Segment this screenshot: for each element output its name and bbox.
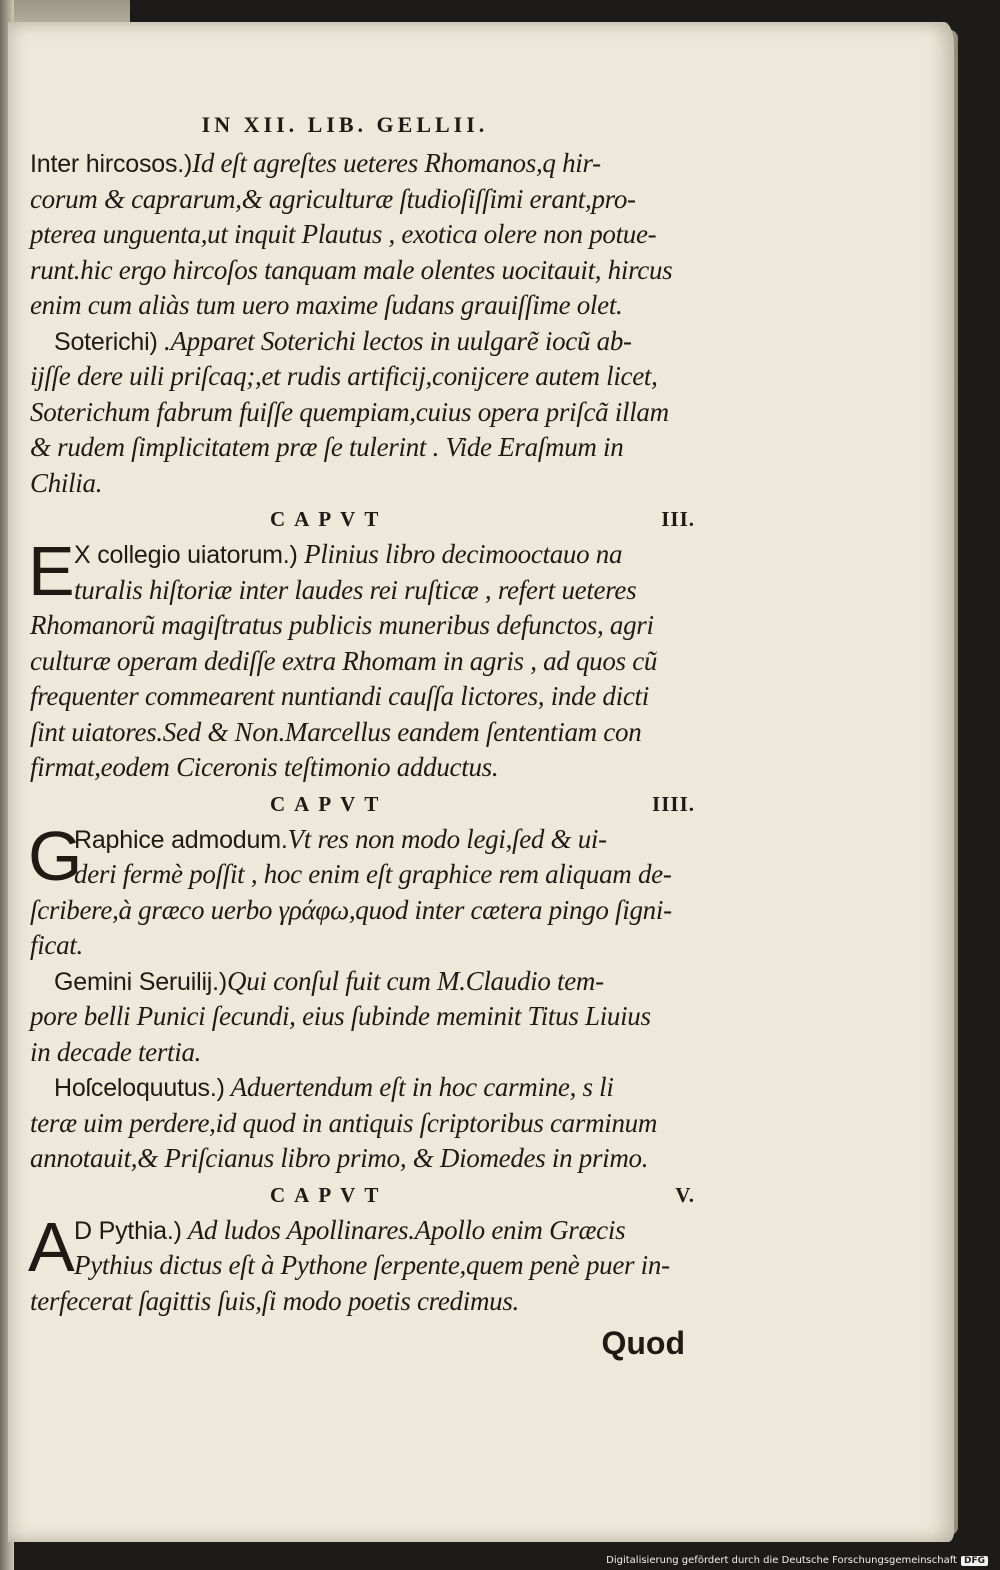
section — [30, 501, 695, 786]
lemma: X collegio uiatorum.) — [74, 541, 298, 569]
text-line — [30, 1070, 695, 1106]
line-text: Aduertendum eſt in hoc carmine, s li — [224, 1072, 614, 1102]
section — [30, 786, 695, 1177]
line-text: pore belli Punici ſecundi, eius ſubinde meminit Titus Liuius — [30, 1001, 651, 1031]
text-line — [30, 324, 695, 360]
sections-container — [30, 146, 695, 1319]
text-line — [30, 466, 695, 502]
caput-number: IIII. — [652, 791, 695, 816]
caput-label: CAPVT — [270, 507, 388, 531]
text-line — [30, 1284, 695, 1320]
text-line — [30, 608, 695, 644]
lemma: Raphice admodum. — [74, 825, 288, 854]
line-text: enim cum aliàs tum uero maxime ſudans grauiſſime olet. — [30, 290, 623, 320]
footer-text: Digitalisierung gefördert durch die Deutsche Forschungsgemeinschaft — [606, 1555, 957, 1566]
text-line — [30, 1035, 695, 1071]
drop-capital: G — [28, 816, 83, 895]
text-line — [30, 644, 695, 680]
text-line — [30, 1248, 695, 1284]
line-text: Soterichum fabrum fuiſſe quempiam,cuius opera priſcã illam — [30, 396, 669, 427]
lemma: Inter hircosos.) — [30, 150, 193, 178]
text-line — [30, 1106, 695, 1142]
caput-heading — [30, 501, 695, 537]
line-text: ſcribere,à græco uerbo γράφω,quod inter cætera pingo ſigni- — [30, 894, 672, 925]
text-line — [30, 750, 695, 786]
text-line — [30, 217, 695, 253]
line-text: Ad ludos Apollinares.Apollo enim Græcis — [181, 1214, 626, 1245]
line-text: & rudem ſimplicitatem præ ſe tulerint . Vide Eraſmum in — [30, 432, 624, 462]
line-text: terfecerat ſagittis ſuis,ſi modo poetis credimus. — [30, 1285, 520, 1316]
section — [30, 146, 695, 501]
line-text: culturæ operam dediſſe extra Rhomam in agris , ad quos cũ — [30, 645, 658, 676]
text-line — [30, 999, 695, 1035]
lemma: Gemini Seruilij.) — [54, 967, 228, 996]
caput-label: CAPVT — [270, 1182, 388, 1207]
line-text: corum & caprarum,& agriculturæ ſtudioſiſſimi erant,pro- — [30, 183, 636, 214]
text-line — [30, 573, 695, 609]
line-text: deri fermè poſſit , hoc enim eſt graphice rem aliquam de- — [74, 859, 672, 889]
running-head: IN XII. LIB. GELLII. — [201, 112, 489, 137]
lemma: Hoſceloquutus.) — [54, 1074, 225, 1102]
text-line — [30, 430, 695, 466]
text-line — [30, 146, 695, 182]
line-text: runt.hic ergo hircoſos tanquam male olentes uocitauit, hircus — [30, 254, 673, 285]
line-text: in decade tertia. — [30, 1036, 202, 1067]
text-line — [30, 893, 695, 929]
line-text: teræ uim perdere,id quod in antiquis ſcriptoribus carminum — [30, 1107, 658, 1138]
line-text: Plinius libro decimooctauo na — [297, 539, 623, 569]
lemma: Soterichi) — [54, 327, 158, 356]
line-text: Pythius dictus eſt à Pythone ſerpente,quem penè puer in- — [74, 1250, 670, 1280]
footer-credit — [606, 1555, 988, 1566]
caput-heading — [30, 786, 695, 822]
line-text: annotauit,& Priſcianus libro primo, & Diomedes in primo. — [30, 1143, 649, 1173]
caput-number: V. — [675, 1182, 695, 1207]
section — [30, 1177, 695, 1320]
text-line — [30, 395, 695, 431]
line-text: .Apparet Soterichi lectos in uulgarẽ iocũ ab- — [157, 325, 632, 356]
text-line — [30, 857, 695, 893]
text-line — [30, 715, 695, 751]
caput-heading — [30, 1177, 695, 1213]
line-text: ijſſe dere uili priſcaq;,et rudis artificij,conijcere autem licet, — [30, 361, 658, 391]
text-line — [30, 679, 695, 715]
text-line — [30, 964, 695, 1000]
caput-label: CAPVT — [270, 791, 388, 816]
drop-capital: E — [28, 532, 75, 610]
catchword: Quod — [601, 1325, 685, 1361]
drop-capital: A — [28, 1207, 75, 1286]
text-line — [30, 182, 695, 218]
text-line — [30, 253, 695, 289]
line-text: firmat,eodem Ciceronis teſtimonio adductus. — [30, 752, 499, 782]
text-line — [30, 1141, 695, 1177]
text-line — [30, 288, 695, 324]
line-text: Chilia. — [30, 467, 103, 498]
line-text: Vt res non modo legi,ſed & ui- — [287, 823, 607, 854]
line-text: turalis hiſtoriæ inter laudes rei ruſticæ , refert ueteres — [74, 574, 637, 605]
line-text: ſint uiatores.Sed & Non.Marcellus eandem ſententiam con — [30, 716, 642, 747]
caput-number: III. — [661, 507, 695, 531]
line-text: Rhomanorũ magiſtratus publicis muneribus defunctos, agri — [30, 610, 654, 640]
line-text: frequenter commearent nuntiandi cauſſa lictores, inde dicti — [30, 681, 649, 711]
text-line — [30, 359, 695, 395]
dfg-logo: DFG — [961, 1556, 988, 1566]
text-line — [30, 928, 695, 964]
page-text — [30, 108, 695, 1365]
lemma: D Pythia.) — [74, 1216, 182, 1245]
line-text: Qui conſul fuit cum M.Claudio tem- — [227, 965, 604, 996]
line-text: Id eſt agreſtes ueteres Rhomanos,q hir- — [192, 148, 601, 178]
line-text: pterea unguenta,ut inquit Plautus , exotica olere non potue- — [30, 219, 657, 249]
line-text: ficat. — [30, 930, 83, 960]
